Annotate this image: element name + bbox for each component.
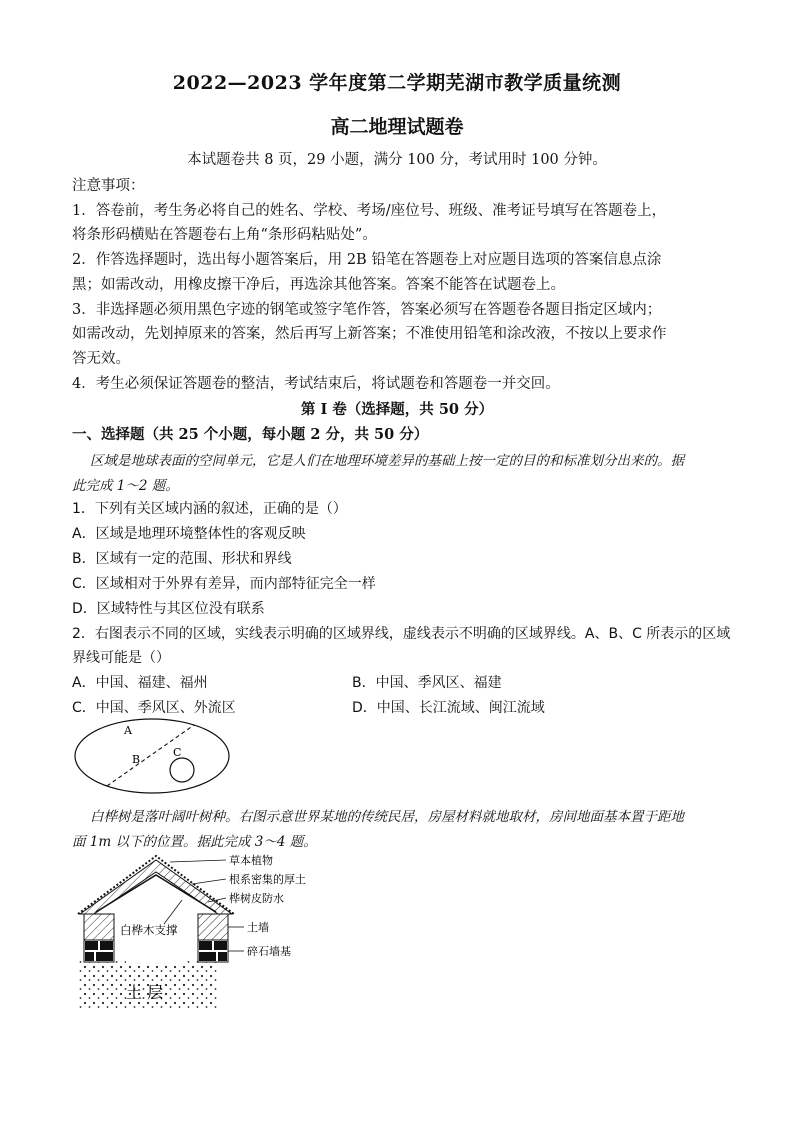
passage-1-line: 区域是地球表面的空间单元，它是人们在地理环境差异的基础上按一定的目的和标准划分出来的。据 xyxy=(90,453,684,469)
part-title: 第 I 卷（选择题，共 50 分） xyxy=(300,401,494,418)
region-a-boundary xyxy=(75,719,229,793)
question-2-option-d: D．中国、长江流域、闽江流域 xyxy=(352,700,545,716)
question-2-option-b: B．中国、季风区、福建 xyxy=(352,675,502,691)
question-1-stem: 1．下列有关区域内涵的叙述，正确的是（） xyxy=(72,501,347,517)
question-2-option-a: A．中国、福建、福州 xyxy=(72,675,208,691)
notes-heading: 注意事项： xyxy=(72,178,145,194)
note-line: 1．答卷前，考生务必将自己的姓名、学校、考场/座位号、班级、准考证号填写在答题卷上， xyxy=(72,203,667,219)
label-a: A xyxy=(124,724,132,737)
left-earth-wall xyxy=(84,914,114,940)
label-c: C xyxy=(173,746,182,759)
passage-1-line: 此完成 1～2 题。 xyxy=(72,478,179,494)
note-line: 3．非选择题必须用黑色字迹的钢笔或签字笔作答，答案必须写在答题卷各题目指定区域内； xyxy=(72,302,662,318)
left-gravel-foundation xyxy=(84,940,114,962)
exam-info: 本试题卷共 8 页，29 小题，满分 100 分，考试用时 100 分钟。 xyxy=(187,152,607,168)
label-earth-wall: 土墙 xyxy=(247,921,269,934)
label-thick-soil: 根系密集的厚土 xyxy=(229,873,306,886)
exam-title: 2022—2023 学年度第二学期芜湖市教学质量统测 xyxy=(172,72,622,94)
note-line: 如需改动，先划掉原来的答案，然后再写上新答案；不准使用铅笔和涂改液，不按以上要求作 xyxy=(72,326,667,342)
leader-soil xyxy=(192,879,226,884)
section-heading: 一、选择题（共 25 个小题，每小题 2 分，共 50 分） xyxy=(72,426,429,443)
floor-gap xyxy=(126,960,184,966)
note-line: 黑；如需改动，用橡皮擦干净后，再选涂其他答案。答案不能答在试题卷上。 xyxy=(72,277,565,293)
question-1-option-c: C．区域相对于外界有差异，而内部特征完全一样 xyxy=(72,576,376,592)
region-c-boundary xyxy=(170,758,194,782)
question-2-option-c: C．中国、季风区、外流区 xyxy=(72,700,236,716)
note-line: 将条形码横贴在答题卷右上角“条形码粘贴处”。 xyxy=(72,227,377,243)
dwelling-diagram xyxy=(74,848,324,1013)
roof-soil xyxy=(80,860,232,914)
question-2-stem: 界线可能是（） xyxy=(72,650,170,666)
right-gravel-foundation xyxy=(198,940,228,962)
soil-label: 土 层 xyxy=(126,983,164,1002)
passage-2-line: 白桦树是落叶阔叶树种。右图示意世界某地的传统民居，房屋材料就地取材，房间地面基本置于距地 xyxy=(90,809,684,825)
note-line: 2．作答选择题时，选出每小题答案后，用 2B 铅笔在答题卷上对应题目选项的答案信息点涂 xyxy=(72,252,662,268)
region-diagram xyxy=(72,716,232,796)
exam-subtitle: 高二地理试题卷 xyxy=(330,116,464,138)
question-1-option-b: B．区域有一定的范围、形状和界线 xyxy=(72,551,292,567)
question-1-option-d: D．区域特性与其区位没有联系 xyxy=(72,601,265,617)
question-1-option-a: A．区域是地理环境整体性的客观反映 xyxy=(72,526,306,542)
birch-support-label: 白桦木支撑 xyxy=(120,923,178,937)
label-b: B xyxy=(132,753,141,766)
label-herb-plants: 草本植物 xyxy=(229,854,273,867)
passage-2-line: 面 1m 以下的位置。据此完成 3～4 题。 xyxy=(72,834,317,850)
right-earth-wall xyxy=(198,914,228,940)
label-gravel-foundation: 碎石墙基 xyxy=(247,945,291,958)
support-leader xyxy=(164,900,182,924)
note-line: 答无效。 xyxy=(72,351,130,367)
label-bark-waterproof: 桦树皮防水 xyxy=(229,892,284,905)
leader-grass xyxy=(170,860,226,862)
question-2-stem: 2．右图表示不同的区域，实线表示明确的区域界线，虚线表示不明确的区域界线。A、B、C 所表示的区域 xyxy=(72,626,731,642)
note-line: 4．考生必须保证答题卷的整洁，考试结束后，将试题卷和答题卷一并交回。 xyxy=(72,376,560,392)
